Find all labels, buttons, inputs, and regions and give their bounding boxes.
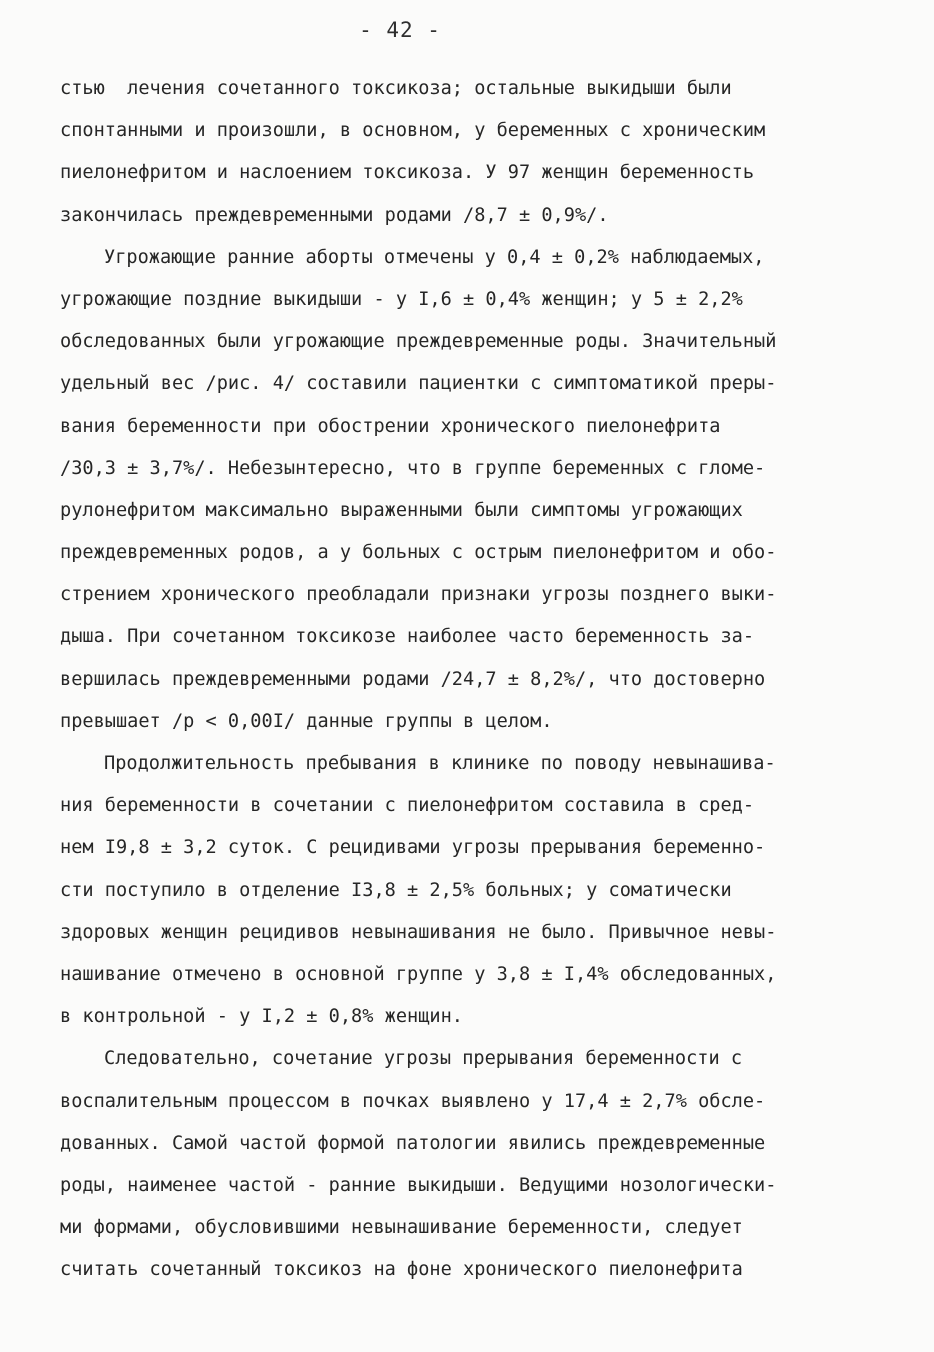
paragraph-2 — [60, 237, 890, 743]
paragraph-4 — [60, 1038, 890, 1291]
text-line: рулонефритом максимально выраженными были симптомы угрожающих — [60, 499, 743, 521]
text-line: роды, наименее частой - ранние выкидыши. Ведущими нозологически- — [60, 1174, 777, 1196]
text-line: в контрольной - у I,2 ± 0,8% женщин. — [60, 1006, 463, 1028]
text-line: угрожающие поздние выкидыши - у I,6 ± 0,4% женщин; у 5 ± 2,2% — [60, 288, 743, 310]
text-line: вершилась преждевременными родами /24,7 ± 8,2%/, что достоверно — [60, 668, 766, 690]
text-line: ми формами, обусловившими невынашивание беременности, следует — [60, 1217, 743, 1239]
text-line: нем I9,8 ± 3,2 суток. С рецидивами угрозы прерывания беременно- — [60, 837, 766, 859]
text-line: пиелонефритом и наслоением токсикоза. У 97 женщин беременность — [60, 162, 755, 184]
text-line: сти поступило в отделение I3,8 ± 2,5% больных; у соматически — [60, 879, 732, 901]
text-line: воспалительным процессом в почках выявлено у 17,4 ± 2,7% обсле- — [60, 1090, 766, 1112]
text-line: /30,3 ± 3,7%/. Небезынтересно, что в группе беременных с гломе- — [60, 457, 766, 479]
text-line: ния беременности в сочетании с пиелонефритом составила в сред- — [60, 795, 755, 817]
text-line: вания беременности при обострении хронического пиелонефрита — [60, 415, 721, 437]
text-line: стрением хронического преобладали признаки угрозы позднего выки- — [60, 584, 777, 606]
paragraph-1 — [60, 68, 890, 237]
text-line: превышает /р < 0,00I/ данные группы в целом. — [60, 710, 553, 732]
paragraph-3 — [60, 743, 890, 1038]
text-line: обследованных были угрожающие преждевременные роды. Значительный — [60, 331, 777, 353]
text-line: Угрожающие ранние аборты отмечены у 0,4 ± 0,2% наблюдаемых, — [104, 246, 765, 268]
text-line: нашивание отмечено в основной группе у 3,8 ± I,4% обследованных, — [60, 963, 777, 985]
text-line: удельный вес /рис. 4/ составили пациентки с симптоматикой преры- — [60, 373, 777, 395]
body-text — [60, 68, 890, 1291]
text-line: дованных. Самой частой формой патологии явились преждевременные — [60, 1132, 766, 1154]
page-number: - 42 - — [359, 18, 441, 42]
text-line: преждевременных родов, а у больных с острым пиелонефритом и обо- — [60, 542, 777, 564]
text-line: спонтанными и произошли, в основном, у беременных с хроническим — [60, 120, 766, 142]
text-line: Следовательно, сочетание угрозы прерывания беременности с — [104, 1048, 743, 1070]
text-line: стью лечения сочетанного токсикоза; остальные выкидыши были — [60, 78, 732, 99]
text-line: Продолжительность пребывания в клинике по поводу невынашива- — [104, 753, 776, 774]
text-line: считать сочетанный токсикоз на фоне хронического пиелонефрита — [60, 1259, 743, 1281]
text-line: дыша. При сочетанном токсикозе наиболее часто беременность за- — [60, 626, 755, 648]
text-line: здоровых женщин рецидивов невынашивания не было. Привычное невы- — [60, 921, 777, 943]
text-line: закончилась преждевременными родами /8,7 ± 0,9%/. — [60, 204, 609, 226]
